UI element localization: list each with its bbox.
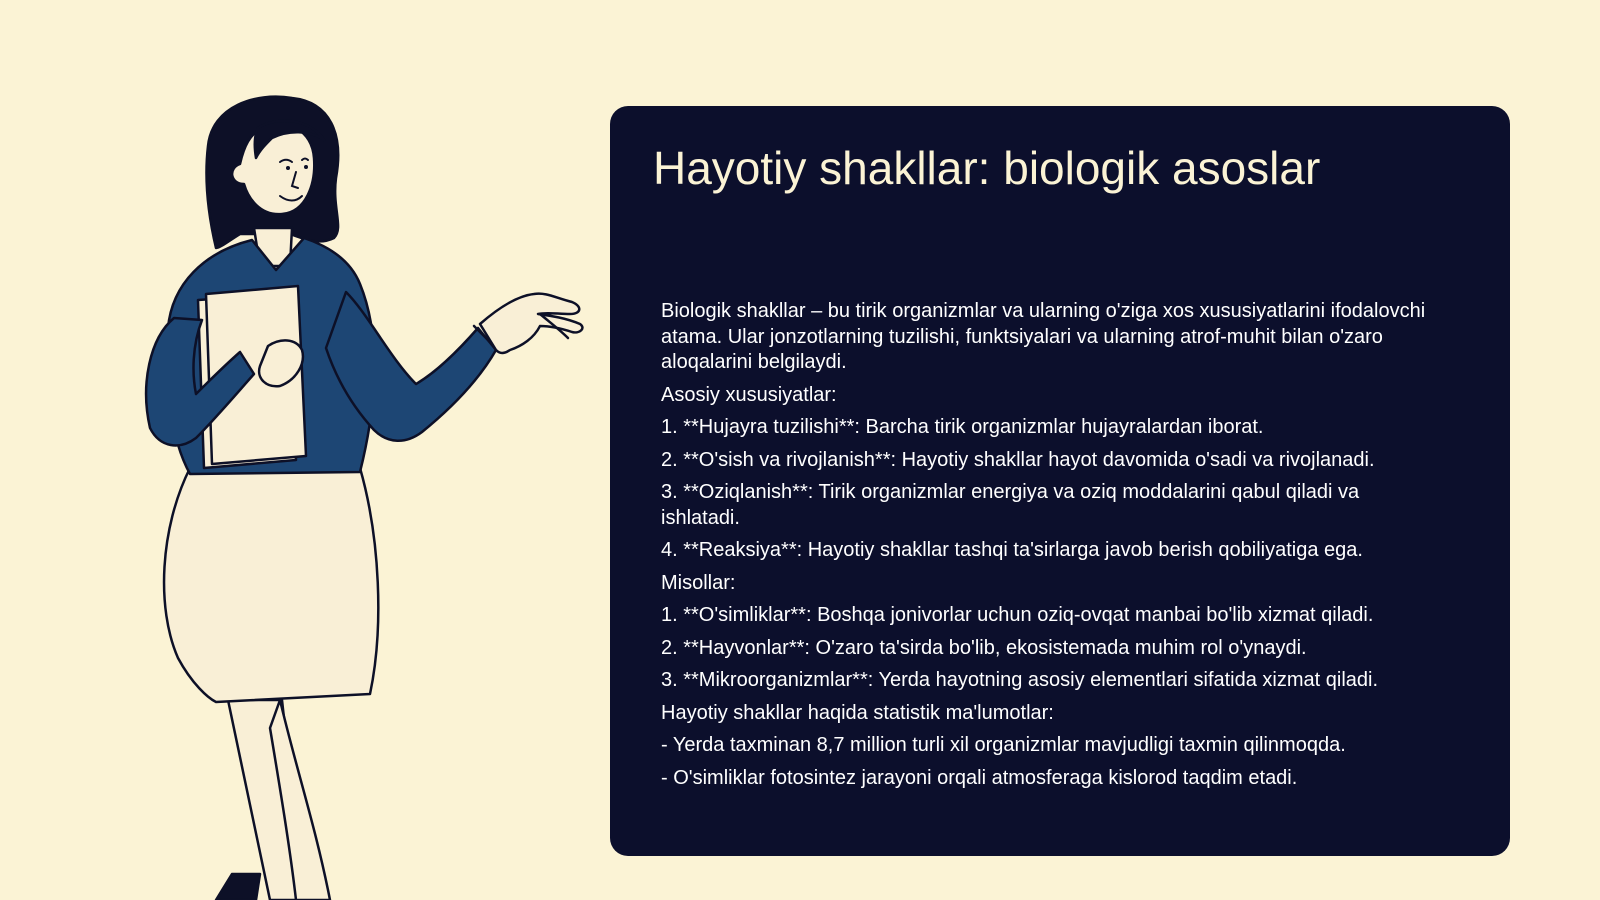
statistic-item: - Yerda taxminan 8,7 million turli xil organizmlar mavjudligi taxmin qilinmoqda. [661,734,1346,756]
eye-left [286,166,290,170]
open-hand [480,294,582,353]
woman-presenter-illustration [120,88,600,900]
feature-item: 2. **O'sish va rivojlanish**: Hayotiy shakllar hayot davomida o'sadi va rivojlanadi. [661,448,1375,471]
example-item: 3. **Mikroorganizmlar**: Yerda hayotning asosiy elementlari sifatida xizmat qiladi. [661,669,1379,691]
example-item: 1. **O'simliklar**: Boshqa jonivorlar uchun oziq-ovqat manbai bo'lib xizmat qiladi. [661,604,1374,626]
slide-body [661,299,1441,798]
content-panel [610,106,1510,856]
intro-paragraph: Biologik shakllar – bu tirik organizmlar va ularning o'ziga xos xususiyatlarini ifodalovchi atama. Ular jonzotlarning tuzilishi, funktsiyalari va ularning atrof-muhit bilan o'zaro aloqalarini belgilaydi. [661,300,1426,373]
shoe [216,874,260,900]
section-heading-features: Asosiy xususiyatlar: [661,383,837,406]
section-heading-statistics: Hayotiy shakllar haqida statistik ma'lumotlar: [661,701,1054,724]
eye-right [304,165,308,169]
feature-item: 4. **Reaksiya**: Hayotiy shakllar tashqi ta'sirlarga javob berish qobiliyatiga ega. [661,539,1363,561]
feature-item: 3. **Oziqlanish**: Tirik organizmlar energiya va oziq moddalarini qabul qiladi va ishlatadi. [661,481,1360,529]
example-item: 2. **Hayvonlar**: O'zaro ta'sirda bo'lib, ekosistemada muhim rol o'ynaydi. [661,636,1307,659]
statistic-item: - O'simliklar fotosintez jarayoni orqali atmosferaga kislorod taqdim etadi. [661,766,1298,789]
section-heading-examples: Misollar: [661,571,736,594]
slide-title: Hayotiy shakllar: biologik asoslar [653,142,1321,194]
skirt [164,468,378,702]
feature-item: 1. **Hujayra tuzilishi**: Barcha tirik organizmlar hujayralardan iborat. [661,416,1264,438]
